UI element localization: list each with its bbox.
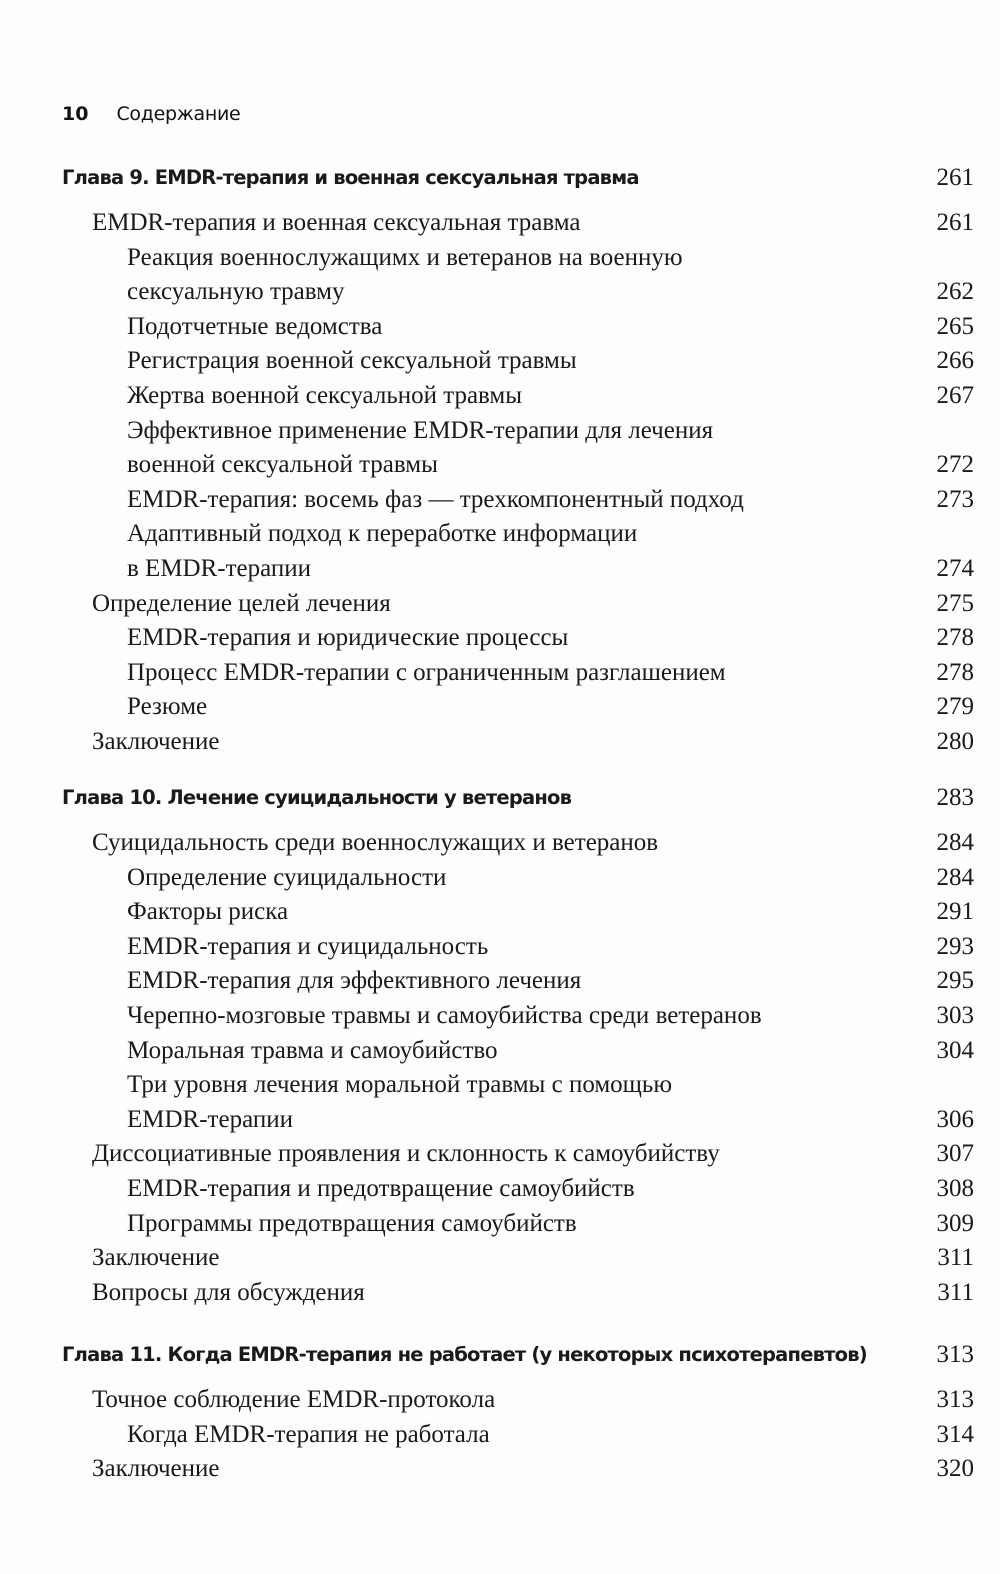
entry-title: Заключение bbox=[92, 1244, 220, 1272]
entry-title-continuation: EMDR-терапии bbox=[127, 1105, 293, 1133]
entry-title: Подотчетные ведомства bbox=[127, 312, 383, 340]
entry-title: Определение целей лечения bbox=[92, 589, 391, 617]
chapter-page-number: 283 bbox=[936, 784, 974, 811]
entry-page-number: 279 bbox=[936, 693, 974, 721]
entry-title: Регистрация военной сексуальной травмы bbox=[127, 347, 577, 375]
entry-page-number: 274 bbox=[936, 555, 974, 582]
entry-title: Эффективное применение EMDR-терапии для лечения bbox=[127, 416, 714, 444]
entry-page-number: 284 bbox=[936, 863, 974, 891]
entry-title: Вопросы для обсуждения bbox=[92, 1278, 365, 1306]
entry-title: Жертва военной сексуальной травмы bbox=[127, 382, 523, 409]
entry-title: Резюме bbox=[127, 693, 208, 721]
toc-entry-continuation bbox=[0, 276, 1000, 308]
entry-page-number: 314 bbox=[936, 1420, 974, 1448]
toc-entry bbox=[0, 1000, 1000, 1032]
entry-page-number: 261 bbox=[936, 209, 974, 236]
toc-entry bbox=[0, 1069, 1000, 1101]
toc-entry bbox=[0, 484, 1000, 516]
entry-title: Когда EMDR-терапия не работала bbox=[127, 1420, 490, 1448]
entry-page-number: 273 bbox=[936, 485, 974, 513]
entry-page-number: 313 bbox=[936, 1386, 974, 1413]
toc-entry bbox=[0, 726, 1000, 758]
entry-title: EMDR-терапия и предотвращение самоубийств bbox=[127, 1175, 635, 1202]
entry-page-number: 280 bbox=[936, 728, 974, 755]
entry-page-number: 304 bbox=[936, 1036, 974, 1064]
entry-page-number: 311 bbox=[937, 1244, 974, 1272]
entry-page-number: 284 bbox=[936, 829, 974, 856]
toc-entry bbox=[0, 1208, 1000, 1240]
entry-page-number: 265 bbox=[936, 312, 974, 340]
toc-entry-continuation bbox=[0, 1104, 1000, 1136]
entry-page-number: 320 bbox=[936, 1455, 974, 1483]
entry-title: Черепно-мозговые травмы и самоубийства среди ветеранов bbox=[127, 1002, 762, 1029]
entry-page-number: 266 bbox=[936, 347, 974, 375]
entry-title: Программы предотвращения самоубийств bbox=[127, 1209, 577, 1237]
entry-title: EMDR-терапия для эффективного лечения bbox=[127, 967, 582, 995]
toc-entry bbox=[0, 415, 1000, 447]
toc-entry bbox=[0, 1419, 1000, 1451]
entry-page-number: 307 bbox=[936, 1140, 974, 1168]
toc-entry bbox=[0, 345, 1000, 377]
toc-entry bbox=[0, 896, 1000, 928]
toc-entry bbox=[0, 1035, 1000, 1067]
page-number: 10 bbox=[62, 103, 89, 125]
entry-page-number: 275 bbox=[936, 589, 974, 617]
entry-title: Три уровня лечения моральной травмы с помощью bbox=[127, 1071, 672, 1099]
toc-entry bbox=[0, 965, 1000, 997]
chapter-title: Глава 9. EMDR-терапия и военная сексуальная травма bbox=[62, 166, 639, 189]
toc-entry bbox=[0, 242, 1000, 274]
entry-title: Диссоциативные проявления и склонность к самоубийству bbox=[92, 1140, 720, 1168]
entry-title: Суицидальность среди военнослужащих и ветеранов bbox=[92, 829, 659, 856]
chapter-title: Глава 10. Лечение суицидальности у ветеранов bbox=[62, 786, 572, 809]
entry-page-number: 293 bbox=[936, 932, 974, 960]
entry-title: Заключение bbox=[92, 728, 220, 755]
toc-entry bbox=[0, 622, 1000, 654]
entry-page-number: 267 bbox=[936, 382, 974, 409]
toc-entry-continuation bbox=[0, 553, 1000, 585]
toc-entry bbox=[0, 691, 1000, 723]
entry-page-number: 291 bbox=[936, 898, 974, 926]
chapter-page-number: 313 bbox=[936, 1341, 974, 1368]
chapter-page-number: 261 bbox=[936, 164, 974, 191]
entry-title-continuation: в EMDR-терапии bbox=[127, 555, 312, 582]
running-title: Содержание bbox=[116, 103, 241, 125]
toc-entry bbox=[0, 518, 1000, 550]
toc-entry bbox=[0, 1173, 1000, 1205]
entry-title: Адаптивный подход к переработке информации bbox=[127, 520, 638, 548]
chapter-heading bbox=[0, 782, 1000, 814]
entry-title: Точное соблюдение EMDR-протокола bbox=[92, 1386, 496, 1413]
chapter-title: Глава 11. Когда EMDR-терапия не работает (у некоторых психотерапевтов) bbox=[62, 1343, 867, 1366]
toc-entry bbox=[0, 1277, 1000, 1309]
entry-title: EMDR-терапия и военная сексуальная травма bbox=[92, 209, 581, 236]
page-header bbox=[62, 103, 240, 125]
entry-page-number: 262 bbox=[936, 278, 974, 306]
entry-title: EMDR-терапия и юридические процессы bbox=[127, 624, 569, 652]
entry-title: Реакция военнослужащимх и ветеранов на военную bbox=[127, 243, 683, 271]
toc-entry-continuation bbox=[0, 449, 1000, 481]
entry-page-number: 303 bbox=[936, 1002, 974, 1029]
entry-page-number: 295 bbox=[936, 967, 974, 995]
entry-title: EMDR-терапия и суицидальность bbox=[127, 932, 489, 960]
toc-entry bbox=[0, 1138, 1000, 1170]
toc-entry bbox=[0, 827, 1000, 859]
chapter-heading bbox=[0, 162, 1000, 194]
entry-page-number: 278 bbox=[936, 658, 974, 686]
entry-title: Процесс EMDR-терапии с ограниченным разглашением bbox=[127, 658, 726, 686]
entry-page-number: 311 bbox=[937, 1278, 974, 1306]
toc-entry bbox=[0, 207, 1000, 239]
toc-entry bbox=[0, 311, 1000, 343]
entry-title: Определение суицидальности bbox=[127, 863, 447, 891]
entry-page-number: 306 bbox=[936, 1105, 974, 1133]
entry-page-number: 278 bbox=[936, 624, 974, 652]
toc-entry bbox=[0, 380, 1000, 412]
toc-entry bbox=[0, 931, 1000, 963]
toc-entry bbox=[0, 862, 1000, 894]
entry-title: Заключение bbox=[92, 1455, 220, 1483]
toc-entry bbox=[0, 1242, 1000, 1274]
entry-title: Факторы риска bbox=[127, 898, 289, 926]
entry-title: Моральная травма и самоубийство bbox=[127, 1036, 498, 1064]
toc-entry bbox=[0, 1384, 1000, 1416]
toc-entry bbox=[0, 1453, 1000, 1485]
entry-page-number: 272 bbox=[936, 451, 974, 479]
toc-entry bbox=[0, 588, 1000, 620]
toc-entry bbox=[0, 657, 1000, 689]
entry-page-number: 309 bbox=[936, 1209, 974, 1237]
chapter-heading bbox=[0, 1339, 1000, 1371]
entry-page-number: 308 bbox=[936, 1175, 974, 1202]
entry-title-continuation: сексуальную травму bbox=[127, 278, 345, 306]
entry-title: EMDR-терапия: восемь фаз — трехкомпонентный подход bbox=[127, 485, 744, 513]
entry-title-continuation: военной сексуальной травмы bbox=[127, 451, 438, 479]
